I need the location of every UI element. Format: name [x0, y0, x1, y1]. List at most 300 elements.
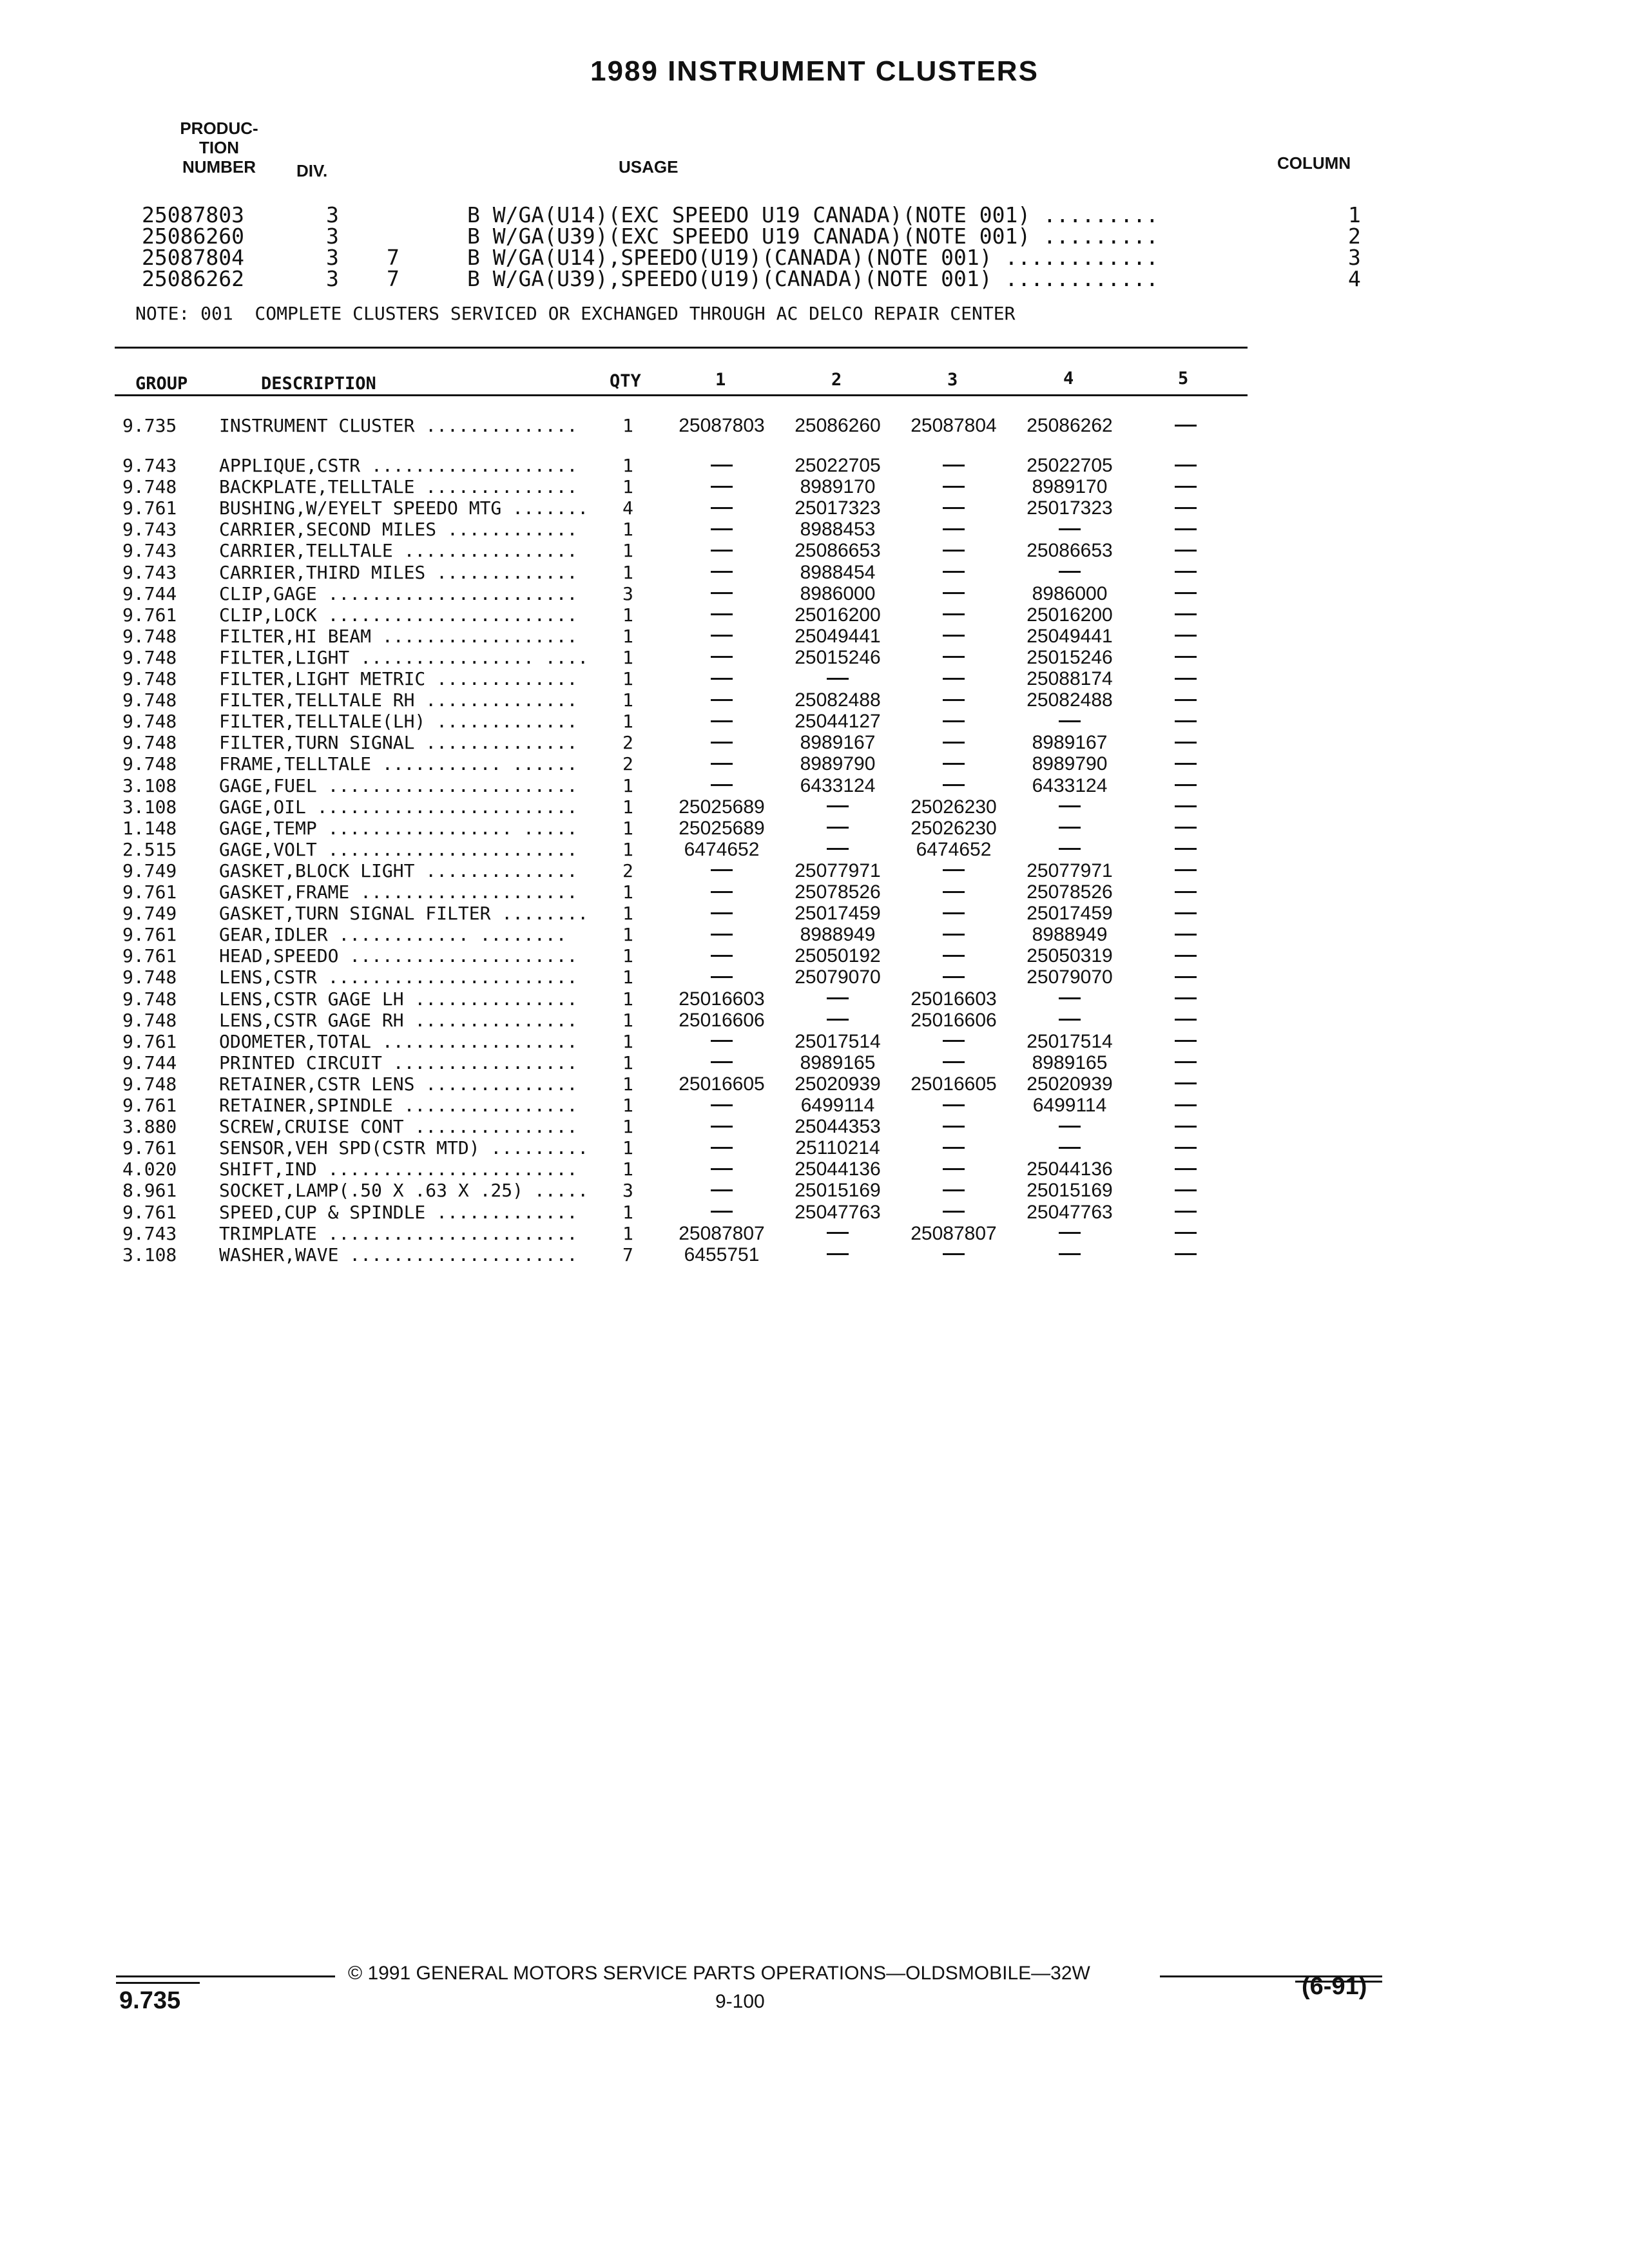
note-text: NOTE: 001 COMPLETE CLUSTERS SERVICED OR EXCHANGED THROUGH AC DELCO REPAIR CENTER	[135, 303, 1016, 324]
dash-mark	[711, 1189, 733, 1191]
dash-mark	[711, 613, 733, 615]
group-cell: 9.748	[122, 711, 177, 733]
not-applicable-dash	[899, 497, 1008, 519]
dash-mark	[943, 742, 965, 744]
dash-mark	[1175, 784, 1197, 786]
not-applicable-dash	[783, 1223, 892, 1245]
dash-mark	[1175, 1232, 1197, 1234]
dash-mark	[711, 656, 733, 658]
description-cell: CARRIER,THIRD MILES .............	[219, 561, 578, 583]
part-number-cell: 25020939	[1027, 1073, 1113, 1095]
description-cell: SENSOR,VEH SPD(CSTR MTD) .........	[219, 1137, 589, 1159]
dash-mark	[943, 656, 965, 658]
part-number-cell: 25017323	[1027, 497, 1113, 519]
not-applicable-dash	[1131, 775, 1240, 797]
description-cell: FRAME,TELLTALE ........... ......	[219, 753, 578, 775]
not-applicable-dash	[899, 924, 1008, 946]
qty-cell: 1	[622, 476, 633, 498]
dash-mark	[827, 848, 849, 850]
not-applicable-dash	[783, 839, 892, 861]
description-cell: FILTER,TURN SIGNAL ..............	[219, 732, 578, 754]
description-cell: FILTER,LIGHT ................ ....	[219, 646, 589, 668]
not-applicable-dash	[899, 945, 1008, 967]
dash-mark	[711, 869, 733, 871]
production-number-header-line-1: PRODUC-	[180, 119, 258, 138]
group-cell: 2.515	[122, 838, 177, 860]
qty-cell: 7	[622, 1244, 633, 1265]
dash-mark	[943, 550, 965, 552]
description-cell: INSTRUMENT CLUSTER ..............	[219, 415, 578, 436]
not-applicable-dash	[1131, 818, 1240, 840]
not-applicable-dash	[1131, 1052, 1240, 1074]
qty-cell: 3	[622, 1180, 633, 1202]
dash-mark	[711, 934, 733, 936]
not-applicable-dash	[899, 775, 1008, 797]
production-usage: B W/GA(U39),SPEEDO(U19)(CANADA)(NOTE 001) ............	[467, 266, 1159, 291]
description-cell: CLIP,LOCK .......................	[219, 604, 578, 626]
not-applicable-dash	[1131, 881, 1240, 903]
not-applicable-dash	[783, 1244, 892, 1266]
dash-mark	[943, 912, 965, 914]
table-row	[0, 647, 1629, 668]
group-cell: 9.748	[122, 966, 177, 988]
dash-mark	[1175, 425, 1197, 427]
dash-mark	[943, 613, 965, 615]
not-applicable-dash	[1131, 839, 1240, 861]
not-applicable-dash	[667, 1052, 776, 1074]
group-cell: 3.108	[122, 1244, 177, 1265]
qty-cell: 1	[622, 1201, 633, 1223]
footer-rule-left	[116, 1975, 335, 1977]
part-number-cell: 6499114	[1032, 1095, 1107, 1116]
not-applicable-dash	[667, 604, 776, 626]
part-number-cell: 25047763	[795, 1201, 881, 1223]
dash-mark	[943, 678, 965, 680]
dash-mark	[1175, 1126, 1197, 1128]
dash-mark	[1059, 1253, 1081, 1255]
col-4-header: 4	[1063, 369, 1074, 389]
group-cell: 9.743	[122, 540, 177, 562]
dash-mark	[711, 976, 733, 978]
part-number-cell: 8989167	[1032, 732, 1108, 754]
dash-mark	[827, 827, 849, 829]
part-number-cell: 25020939	[795, 1073, 881, 1095]
table-top-rule	[115, 347, 1248, 349]
dash-mark	[711, 1211, 733, 1213]
not-applicable-dash	[1131, 497, 1240, 519]
not-applicable-dash	[899, 1095, 1008, 1117]
dash-mark	[943, 869, 965, 871]
description-cell: LENS,CSTR GAGE RH ...............	[219, 1009, 578, 1031]
dash-mark	[1059, 528, 1081, 530]
not-applicable-dash	[667, 1180, 776, 1202]
qty-cell: 1	[622, 540, 633, 562]
not-applicable-dash	[899, 476, 1008, 498]
group-cell: 9.748	[122, 732, 177, 754]
part-number-cell: 25044353	[795, 1116, 881, 1138]
dash-mark	[711, 912, 733, 914]
table-row	[0, 1158, 1629, 1180]
group-cell: 9.761	[122, 1201, 177, 1223]
dash-mark	[943, 699, 965, 701]
description-cell: GAGE,VOLT .......................	[219, 838, 578, 860]
table-row	[0, 711, 1629, 732]
not-applicable-dash	[1131, 519, 1240, 541]
dash-mark	[943, 720, 965, 722]
qty-cell: 1	[622, 668, 633, 689]
dash-mark	[711, 1168, 733, 1170]
not-applicable-dash	[1131, 1244, 1240, 1266]
not-applicable-dash	[1015, 1116, 1124, 1138]
dash-mark	[1175, 1253, 1197, 1255]
part-number-cell: 6433124	[1032, 774, 1108, 796]
not-applicable-dash	[667, 1137, 776, 1159]
part-number-cell: 8989790	[800, 753, 876, 775]
qty-cell: 2	[622, 732, 633, 754]
group-cell: 9.761	[122, 1137, 177, 1159]
not-applicable-dash	[783, 818, 892, 840]
table-row	[0, 1010, 1629, 1031]
group-cell: 9.744	[122, 1052, 177, 1073]
part-number-cell: 25078526	[795, 881, 881, 903]
dash-mark	[827, 1019, 849, 1021]
part-number-cell: 8986000	[800, 582, 876, 604]
table-row	[0, 839, 1629, 860]
table-row	[0, 668, 1629, 689]
table-row	[0, 583, 1629, 604]
group-cell: 9.743	[122, 561, 177, 583]
table-row	[0, 732, 1629, 753]
dash-mark	[711, 465, 733, 466]
group-cell: 9.748	[122, 753, 177, 775]
dash-mark	[711, 1040, 733, 1042]
part-number-cell: 25017323	[795, 497, 881, 519]
table-row	[0, 1052, 1629, 1073]
dash-mark	[1175, 613, 1197, 615]
not-applicable-dash	[1131, 1095, 1240, 1117]
dash-mark	[943, 465, 965, 466]
dash-mark	[1059, 1019, 1081, 1021]
description-cell: CARRIER,SECOND MILES ............	[219, 519, 578, 541]
not-applicable-dash	[1015, 796, 1124, 818]
not-applicable-dash	[1015, 818, 1124, 840]
description-cell: GEAR,IDLER ............ ........	[219, 924, 567, 946]
description-cell: RETAINER,SPINDLE ................	[219, 1095, 578, 1116]
column-header: COLUMN	[1277, 153, 1351, 173]
table-row	[0, 903, 1629, 924]
dash-mark	[1175, 1104, 1197, 1106]
description-cell: LENS,CSTR .......................	[219, 966, 578, 988]
table-header-rule	[115, 394, 1248, 396]
qty-cell: 1	[622, 604, 633, 626]
qty-cell: 1	[622, 774, 633, 796]
group-cell: 9.761	[122, 924, 177, 946]
production-number-header-line-3: NUMBER	[182, 157, 256, 177]
not-applicable-dash	[1131, 1180, 1240, 1202]
dash-mark	[1175, 976, 1197, 978]
dash-mark	[711, 592, 733, 594]
not-applicable-dash	[1131, 562, 1240, 584]
not-applicable-dash	[1131, 1137, 1240, 1159]
not-applicable-dash	[899, 1031, 1008, 1053]
table-row	[0, 796, 1629, 818]
not-applicable-dash	[1131, 924, 1240, 946]
dash-mark	[1175, 1019, 1197, 1021]
footer-rule-left-lower	[116, 1982, 200, 1984]
not-applicable-dash	[667, 626, 776, 648]
group-cell: 1.148	[122, 817, 177, 839]
not-applicable-dash	[1131, 455, 1240, 477]
part-number-cell: 25016606	[911, 1009, 997, 1031]
not-applicable-dash	[667, 583, 776, 605]
group-cell: 9.743	[122, 519, 177, 541]
qty-cell: 1	[622, 1116, 633, 1138]
usage-header: USAGE	[619, 157, 679, 177]
not-applicable-dash	[899, 881, 1008, 903]
production-usage: B W/GA(U14)(EXC SPEEDO U19 CANADA)(NOTE 001) .........	[467, 202, 1159, 227]
table-row	[0, 1031, 1629, 1052]
not-applicable-dash	[1131, 988, 1240, 1010]
part-number-cell: 25016603	[911, 988, 997, 1010]
part-number-cell: 25015169	[1027, 1180, 1113, 1202]
not-applicable-dash	[667, 1158, 776, 1180]
production-div: 3	[326, 224, 339, 249]
group-cell: 9.748	[122, 625, 177, 647]
dash-mark	[711, 528, 733, 530]
description-cell: PRINTED CIRCUIT .................	[219, 1052, 578, 1073]
dash-mark	[1175, 592, 1197, 594]
dash-mark	[711, 742, 733, 744]
dash-mark	[711, 955, 733, 957]
part-number-cell: 25017514	[795, 1030, 881, 1052]
table-row	[0, 1095, 1629, 1116]
qty-cell: 1	[622, 415, 633, 436]
group-cell: 9.735	[122, 415, 177, 436]
qty-cell: 1	[622, 1009, 633, 1031]
dash-mark	[711, 486, 733, 488]
dash-mark	[943, 1253, 965, 1255]
part-number-cell: 25017459	[795, 903, 881, 925]
dash-mark	[1175, 1061, 1197, 1063]
not-applicable-dash	[667, 775, 776, 797]
dash-mark	[1175, 1168, 1197, 1170]
part-number-cell: 25016605	[679, 1073, 765, 1095]
part-number-cell: 8986000	[1032, 582, 1108, 604]
description-cell: LENS,CSTR GAGE LH ...............	[219, 988, 578, 1010]
part-number-cell: 25077971	[1027, 860, 1113, 881]
dash-mark	[943, 976, 965, 978]
not-applicable-dash	[1015, 1223, 1124, 1245]
part-number-cell: 8989165	[1032, 1052, 1108, 1073]
not-applicable-dash	[899, 583, 1008, 605]
not-applicable-dash	[667, 647, 776, 669]
not-applicable-dash	[1131, 1073, 1240, 1095]
not-applicable-dash	[1015, 711, 1124, 733]
table-row	[0, 881, 1629, 903]
part-number-cell: 8989170	[800, 476, 876, 498]
not-applicable-dash	[1131, 668, 1240, 690]
dash-mark	[1175, 1147, 1197, 1149]
group-cell: 9.748	[122, 1009, 177, 1031]
production-div: 3	[326, 245, 339, 270]
group-cell: 9.748	[122, 1073, 177, 1095]
description-cell: GAGE,TEMP ................. .....	[219, 817, 578, 839]
dash-mark	[1175, 891, 1197, 893]
part-number-cell: 25044136	[795, 1158, 881, 1180]
not-applicable-dash	[1131, 1202, 1240, 1224]
table-row	[0, 455, 1629, 476]
part-number-cell: 8988454	[800, 561, 876, 583]
production-number: 25086260	[142, 224, 244, 249]
dash-mark	[1175, 1211, 1197, 1213]
part-number-cell: 25015246	[1027, 646, 1113, 668]
dash-mark	[1175, 1189, 1197, 1191]
dash-mark	[711, 784, 733, 786]
qty-cell: 1	[622, 903, 633, 925]
dash-mark	[711, 763, 733, 765]
dash-mark	[711, 550, 733, 552]
not-applicable-dash	[1015, 562, 1124, 584]
description-cell: CLIP,GAGE .......................	[219, 582, 578, 604]
not-applicable-dash	[1015, 1137, 1124, 1159]
description-cell: GAGE,FUEL .......................	[219, 774, 578, 796]
table-row	[0, 945, 1629, 966]
dash-mark	[711, 1104, 733, 1106]
part-number-cell: 25025689	[679, 796, 765, 818]
part-number-cell: 25016606	[679, 1009, 765, 1031]
table-row	[0, 1202, 1629, 1223]
table-row	[0, 415, 1629, 436]
dash-mark	[1175, 720, 1197, 722]
qty-cell: 1	[622, 838, 633, 860]
footer-page-number: 9-100	[715, 1991, 765, 2012]
table-row	[0, 753, 1629, 774]
part-number-cell: 25022705	[795, 455, 881, 476]
table-row	[0, 1244, 1629, 1265]
not-applicable-dash	[667, 519, 776, 541]
col-1-header: 1	[715, 370, 726, 390]
table-row	[0, 519, 1629, 540]
qty-header: QTY	[610, 371, 641, 391]
dash-mark	[1059, 571, 1081, 573]
not-applicable-dash	[1131, 689, 1240, 711]
table-row	[0, 775, 1629, 796]
not-applicable-dash	[899, 562, 1008, 584]
not-applicable-dash	[783, 796, 892, 818]
table-row	[0, 1137, 1629, 1158]
not-applicable-dash	[899, 668, 1008, 690]
not-applicable-dash	[1131, 1158, 1240, 1180]
qty-cell: 1	[622, 689, 633, 711]
dash-mark	[711, 571, 733, 573]
group-cell: 3.108	[122, 774, 177, 796]
col-5-header: 5	[1178, 369, 1189, 389]
dash-mark	[1059, 805, 1081, 807]
group-cell: 9.748	[122, 668, 177, 689]
dash-mark	[1175, 699, 1197, 701]
production-column: 3	[1348, 245, 1361, 270]
part-number-cell: 25079070	[795, 966, 881, 988]
qty-cell: 1	[622, 817, 633, 839]
group-cell: 9.761	[122, 1095, 177, 1116]
not-applicable-dash	[899, 540, 1008, 562]
footer-date: (6-91)	[1302, 1973, 1367, 2000]
production-column: 1	[1348, 202, 1361, 227]
not-applicable-dash	[667, 924, 776, 946]
part-number-cell: 25026230	[911, 817, 997, 839]
not-applicable-dash	[1131, 903, 1240, 925]
part-number-cell: 25086653	[795, 540, 881, 562]
dash-mark	[943, 1147, 965, 1149]
not-applicable-dash	[667, 689, 776, 711]
dash-mark	[1175, 635, 1197, 637]
production-div-2: 7	[387, 266, 400, 291]
not-applicable-dash	[667, 966, 776, 988]
not-applicable-dash	[1131, 711, 1240, 733]
group-cell: 9.761	[122, 1030, 177, 1052]
qty-cell: 1	[622, 796, 633, 818]
part-number-cell: 25016603	[679, 988, 765, 1010]
dash-mark	[1175, 912, 1197, 914]
part-number-cell: 8989790	[1032, 753, 1108, 775]
not-applicable-dash	[667, 753, 776, 775]
col-2-header: 2	[831, 370, 842, 390]
table-row	[0, 1223, 1629, 1244]
description-cell: RETAINER,CSTR LENS ..............	[219, 1073, 578, 1095]
group-cell: 9.761	[122, 604, 177, 626]
dash-mark	[943, 955, 965, 957]
not-applicable-dash	[899, 647, 1008, 669]
part-number-cell: 25087807	[911, 1222, 997, 1244]
not-applicable-dash	[667, 668, 776, 690]
not-applicable-dash	[1131, 732, 1240, 754]
table-row	[0, 966, 1629, 988]
not-applicable-dash	[667, 455, 776, 477]
dash-mark	[943, 528, 965, 530]
description-cell: BUSHING,W/EYELT SPEEDO MTG .......	[219, 497, 589, 519]
description-cell: GASKET,FRAME ....................	[219, 881, 578, 903]
dash-mark	[943, 1040, 965, 1042]
production-div: 3	[326, 266, 339, 291]
group-cell: 9.748	[122, 689, 177, 711]
qty-cell: 1	[622, 1073, 633, 1095]
part-number-cell: 25015169	[795, 1180, 881, 1202]
dash-mark	[1175, 827, 1197, 829]
not-applicable-dash	[899, 1137, 1008, 1159]
not-applicable-dash	[1015, 1010, 1124, 1032]
description-cell: GASKET,BLOCK LIGHT ..............	[219, 860, 578, 881]
not-applicable-dash	[1131, 540, 1240, 562]
part-number-cell: 25026230	[911, 796, 997, 818]
group-cell: 9.748	[122, 646, 177, 668]
part-number-cell: 6474652	[684, 838, 760, 860]
part-number-cell: 25088174	[1027, 668, 1113, 689]
table-row	[0, 924, 1629, 945]
dash-mark	[711, 720, 733, 722]
not-applicable-dash	[667, 881, 776, 903]
qty-cell: 1	[622, 988, 633, 1010]
production-column: 4	[1348, 266, 1361, 291]
not-applicable-dash	[899, 966, 1008, 988]
part-number-cell: 25016200	[1027, 604, 1113, 626]
part-number-cell: 8989167	[800, 732, 876, 754]
description-cell: GASKET,TURN SIGNAL FILTER ........	[219, 903, 589, 925]
description-cell: GAGE,OIL ........................	[219, 796, 578, 818]
dash-mark	[1175, 934, 1197, 936]
div-header: DIV.	[296, 161, 328, 180]
not-applicable-dash	[1131, 647, 1240, 669]
table-row	[0, 497, 1629, 519]
